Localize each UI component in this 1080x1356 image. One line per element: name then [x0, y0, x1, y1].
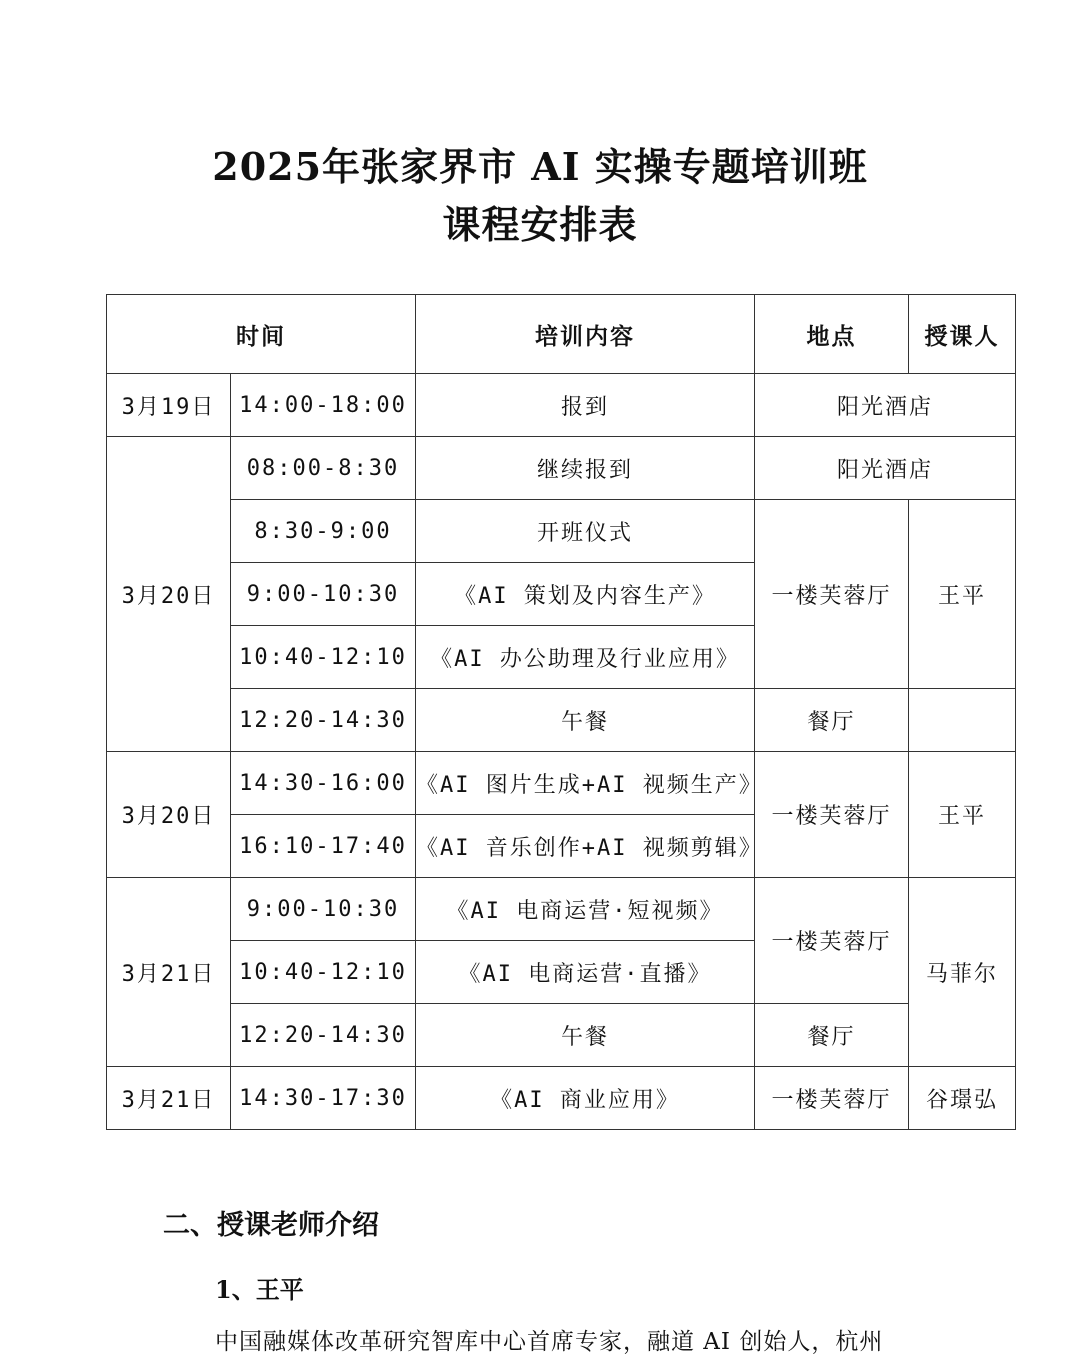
- teacher-cell: 王平: [909, 752, 1016, 878]
- teacher-cell: 谷璟弘: [909, 1067, 1016, 1130]
- date-cell: 3月20日: [107, 437, 231, 752]
- date-cell: 3月19日: [107, 374, 231, 437]
- time-cell: 9:00-10:30: [231, 563, 416, 626]
- header-content: 培训内容: [416, 295, 755, 374]
- content-cell: 午餐: [416, 1004, 755, 1067]
- time-cell: 08:00-8:30: [231, 437, 416, 500]
- table-row: [107, 878, 1016, 941]
- content-cell: 《AI 办公助理及行业应用》: [416, 626, 755, 689]
- table-row: [107, 689, 1016, 752]
- location-cell: 餐厅: [755, 689, 909, 752]
- table-row: [107, 374, 1016, 437]
- time-cell: 14:30-17:30: [231, 1067, 416, 1130]
- time-cell: 10:40-12:10: [231, 941, 416, 1004]
- content-cell: 《AI 策划及内容生产》: [416, 563, 755, 626]
- content-cell: 午餐: [416, 689, 755, 752]
- teacher-heading: 1、王平: [215, 1275, 304, 1304]
- content-cell: 报到: [416, 374, 755, 437]
- location-cell: 一楼芙蓉厅: [755, 752, 909, 878]
- header-location: 地点: [755, 295, 909, 374]
- table-row: [107, 437, 1016, 500]
- section-heading: 二、授课老师介绍: [163, 1210, 379, 1241]
- time-cell: 10:40-12:10: [231, 626, 416, 689]
- schedule-table: [106, 294, 1016, 1130]
- time-cell: 14:00-18:00: [231, 374, 416, 437]
- teacher-cell: 马菲尔: [909, 878, 1016, 1067]
- table-row: [107, 1067, 1016, 1130]
- date-cell: 3月21日: [107, 1067, 231, 1130]
- date-cell: 3月21日: [107, 878, 231, 1067]
- time-cell: 9:00-10:30: [231, 878, 416, 941]
- time-cell: 8:30-9:00: [231, 500, 416, 563]
- content-cell: 《AI 音乐创作+AI 视频剪辑》: [416, 815, 755, 878]
- content-cell: 《AI 图片生成+AI 视频生产》: [416, 752, 755, 815]
- location-cell: 餐厅: [755, 1004, 909, 1067]
- teacher-intro: 中国融媒体改革研究智库中心首席专家，融道 AI 创始人，杭州: [215, 1329, 884, 1355]
- table-header-row: [107, 295, 1016, 374]
- time-cell: 12:20-14:30: [231, 1004, 416, 1067]
- location-cell: 阳光酒店: [755, 374, 1016, 437]
- time-cell: 12:20-14:30: [231, 689, 416, 752]
- document-subtitle: 课程安排表: [442, 202, 638, 247]
- content-cell: 开班仪式: [416, 500, 755, 563]
- location-cell: 阳光酒店: [755, 437, 1016, 500]
- content-cell: 继续报到: [416, 437, 755, 500]
- location-cell: 一楼芙蓉厅: [755, 500, 909, 689]
- teacher-cell: [909, 689, 1016, 752]
- location-cell: 一楼芙蓉厅: [755, 1067, 909, 1130]
- table-row: [107, 752, 1016, 815]
- content-cell: 《AI 商业应用》: [416, 1067, 755, 1130]
- location-cell: 一楼芙蓉厅: [755, 878, 909, 1004]
- time-cell: 16:10-17:40: [231, 815, 416, 878]
- document-title: 2025年张家界市 AI 实操专题培训班: [212, 144, 868, 189]
- header-teacher: 授课人: [909, 295, 1016, 374]
- header-time: 时间: [107, 295, 416, 374]
- table-row: [107, 1004, 1016, 1067]
- teacher-cell: 王平: [909, 500, 1016, 689]
- date-cell: 3月20日: [107, 752, 231, 878]
- content-cell: 《AI 电商运营·直播》: [416, 941, 755, 1004]
- content-cell: 《AI 电商运营·短视频》: [416, 878, 755, 941]
- table-row: [107, 500, 1016, 563]
- time-cell: 14:30-16:00: [231, 752, 416, 815]
